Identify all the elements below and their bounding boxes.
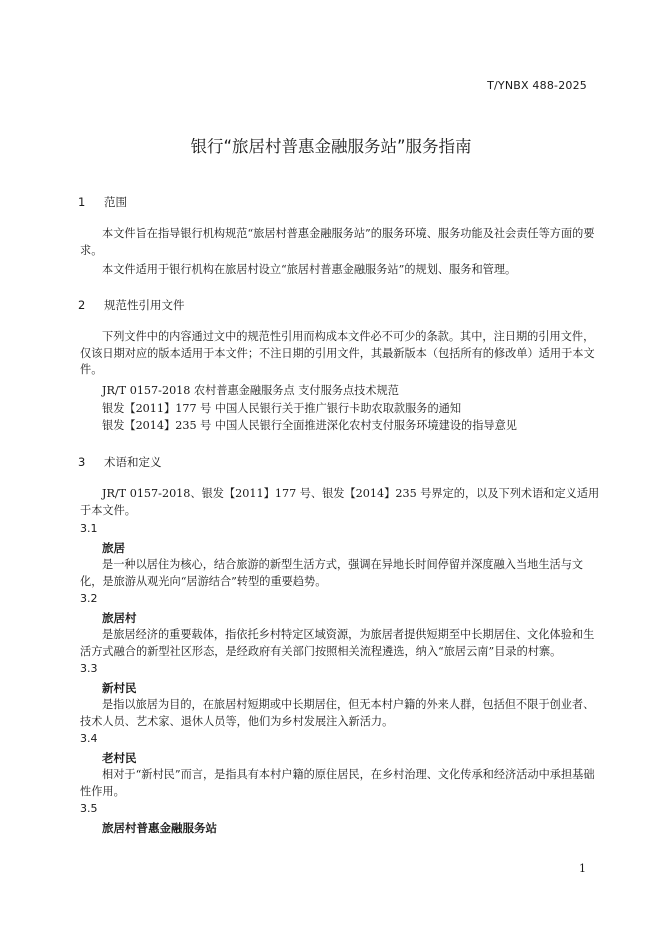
document-title: 银行“旅居村普惠金融服务站”服务指南	[190, 137, 472, 156]
page-number: 1	[579, 862, 586, 875]
paragraph: 本文件旨在指导银行机构规范“旅居村普惠金融服务站”的服务环境、服务功能及社会责任等方面的要求。	[80, 227, 595, 257]
term-definition: 是旅居经济的重要载体，指依托乡村特定区域资源，为旅居者提供短期至中长期居住、文化体验和生活方式融合的新型社区形态，是经政府有关部门按照相关流程遴选，纳入“旅居云南”目录的村寨。	[80, 628, 595, 658]
term-number: 3.3	[80, 662, 98, 675]
paragraph: 本文件适用于银行机构在旅居村设立“旅居村普惠金融服务站”的规划、服务和管理。	[102, 263, 517, 276]
section-title: 范围	[104, 195, 127, 209]
reference-item: 银发【2014】235 号 中国人民银行全面推进深化农村支付服务环境建设的指导意见	[102, 419, 517, 432]
section-number: 1	[78, 195, 86, 209]
term-name: 旅居村普惠金融服务站	[102, 821, 217, 835]
section-heading-scope	[78, 194, 127, 210]
section-title: 规范性引用文件	[104, 298, 185, 312]
document-code: T/YNBX 488-2025	[487, 79, 587, 92]
term-name: 旅居	[102, 541, 125, 555]
term-definition: 相对于“新村民”而言，是指具有本村户籍的原住居民，在乡村治理、文化传承和经济活动中承担基础性作用。	[80, 768, 595, 798]
term-name: 新村民	[102, 681, 137, 695]
reference-item: 银发【2011】177 号 中国人民银行关于推广银行卡助农取款服务的通知	[102, 402, 462, 415]
term-name: 旅居村	[102, 611, 137, 625]
paragraph: JR/T 0157-2018、银发【2011】177 号、银发【2014】235 号界定的，以及下列术语和定义适用于本文件。	[80, 487, 600, 517]
term-number: 3.4	[80, 732, 98, 745]
section-heading-terms-and-definitions	[78, 454, 162, 470]
term-number: 3.1	[80, 522, 98, 535]
term-number: 3.2	[80, 592, 98, 605]
paragraph: 下列文件中的内容通过文中的规范性引用而构成本文件必不可少的条款。其中，注日期的引用文件，仅该日期对应的版本适用于本文件；不注日期的引用文件，其最新版本（包括所有的修改单）适用于本文件。	[80, 330, 595, 376]
reference-item: JR/T 0157-2018 农村普惠金融服务点 支付服务点技术规范	[102, 384, 399, 397]
term-name: 老村民	[102, 751, 137, 765]
term-definition: 是指以旅居为目的，在旅居村短期或中长期居住，但无本村户籍的外来人群，包括但不限于创业者、技术人员、艺术家、退休人员等，他们为乡村发展注入新活力。	[80, 698, 595, 728]
section-number: 3	[78, 455, 86, 469]
term-number: 3.5	[80, 802, 98, 815]
section-title: 术语和定义	[104, 455, 162, 469]
section-number: 2	[78, 298, 86, 312]
term-definition: 是一种以居住为核心，结合旅游的新型生活方式，强调在异地长时间停留并深度融入当地生活与文化，是旅游从观光向“居游结合”转型的重要趋势。	[80, 558, 584, 588]
section-heading-normative-references	[78, 297, 185, 313]
